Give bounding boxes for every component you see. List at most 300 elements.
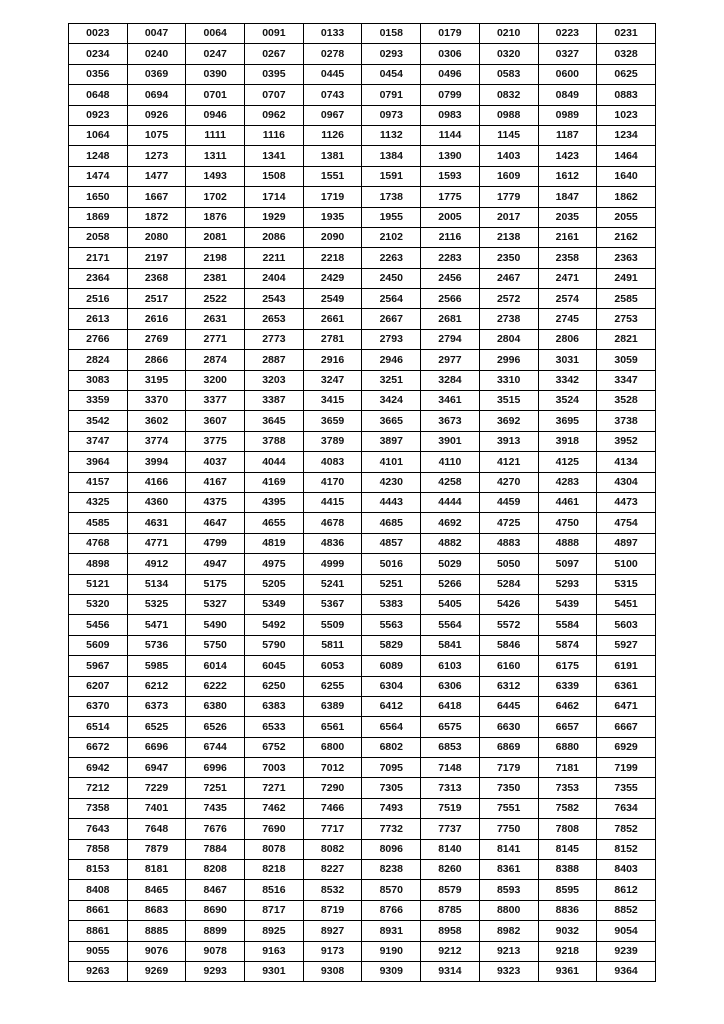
- table-cell: 5985: [127, 656, 186, 676]
- table-cell: 1234: [597, 125, 656, 145]
- table-cell: 4647: [186, 513, 245, 533]
- table-cell: 4304: [597, 472, 656, 492]
- table-cell: 7095: [362, 758, 421, 778]
- table-cell: 6514: [69, 717, 128, 737]
- table-row: [69, 554, 656, 574]
- table-cell: 9364: [597, 961, 656, 981]
- table-cell: 1640: [597, 166, 656, 186]
- table-cell: 4230: [362, 472, 421, 492]
- table-row: [69, 737, 656, 757]
- table-cell: 3528: [597, 391, 656, 411]
- table-cell: 6802: [362, 737, 421, 757]
- table-cell: 7858: [69, 839, 128, 859]
- table-cell: 0799: [421, 85, 480, 105]
- table-cell: 2804: [479, 329, 538, 349]
- table-cell: 4754: [597, 513, 656, 533]
- table-cell: 7737: [421, 819, 480, 839]
- table-cell: 0454: [362, 64, 421, 84]
- table-cell: 8465: [127, 880, 186, 900]
- table-cell: 1612: [538, 166, 597, 186]
- table-row: [69, 350, 656, 370]
- table-cell: 4461: [538, 492, 597, 512]
- table-cell: 4819: [245, 533, 304, 553]
- table-cell: 3901: [421, 431, 480, 451]
- table-cell: 6222: [186, 676, 245, 696]
- table-cell: 4037: [186, 452, 245, 472]
- table-cell: 9309: [362, 961, 421, 981]
- table-cell: 7179: [479, 758, 538, 778]
- table-cell: 5564: [421, 615, 480, 635]
- table-cell: 5492: [245, 615, 304, 635]
- table-cell: 7852: [597, 819, 656, 839]
- table-cell: 0240: [127, 44, 186, 64]
- table-cell: 9212: [421, 941, 480, 961]
- table-cell: 4283: [538, 472, 597, 492]
- table-cell: 6175: [538, 656, 597, 676]
- table-cell: 2086: [245, 227, 304, 247]
- table-cell: 9323: [479, 961, 538, 981]
- table-cell: 3083: [69, 370, 128, 390]
- table-cell: 7750: [479, 819, 538, 839]
- table-cell: 5266: [421, 574, 480, 594]
- table-cell: 8612: [597, 880, 656, 900]
- table-cell: 7879: [127, 839, 186, 859]
- table-cell: 8532: [303, 880, 362, 900]
- table-cell: 3342: [538, 370, 597, 390]
- table-cell: 5841: [421, 635, 480, 655]
- table-cell: 8467: [186, 880, 245, 900]
- table-row: [69, 961, 656, 981]
- table-cell: 2516: [69, 289, 128, 309]
- table-cell: 8927: [303, 921, 362, 941]
- table-cell: 6526: [186, 717, 245, 737]
- table-cell: 6212: [127, 676, 186, 696]
- table-cell: 9076: [127, 941, 186, 961]
- table-cell: 3913: [479, 431, 538, 451]
- table-cell: 1702: [186, 187, 245, 207]
- table-cell: 7012: [303, 758, 362, 778]
- table-cell: 3524: [538, 391, 597, 411]
- table-cell: 4167: [186, 472, 245, 492]
- table-cell: 7148: [421, 758, 480, 778]
- table-cell: 4999: [303, 554, 362, 574]
- table-row: [69, 431, 656, 451]
- table-cell: 0158: [362, 24, 421, 44]
- table-cell: 4882: [421, 533, 480, 553]
- table-row: [69, 85, 656, 105]
- table-cell: 0091: [245, 24, 304, 44]
- table-row: [69, 921, 656, 941]
- table-cell: 5811: [303, 635, 362, 655]
- table-cell: 9361: [538, 961, 597, 981]
- table-cell: 2005: [421, 207, 480, 227]
- table-cell: 2035: [538, 207, 597, 227]
- table-cell: 6853: [421, 737, 480, 757]
- table-cell: 0210: [479, 24, 538, 44]
- table-cell: 9269: [127, 961, 186, 981]
- table-cell: 4360: [127, 492, 186, 512]
- table-cell: 6672: [69, 737, 128, 757]
- table-cell: 7551: [479, 798, 538, 818]
- table-cell: 2667: [362, 309, 421, 329]
- table-cell: 5456: [69, 615, 128, 635]
- table-cell: 7466: [303, 798, 362, 818]
- table-cell: 4157: [69, 472, 128, 492]
- table-cell: 2631: [186, 309, 245, 329]
- table-cell: 0278: [303, 44, 362, 64]
- table-cell: 5315: [597, 574, 656, 594]
- table-cell: 5603: [597, 615, 656, 635]
- table-cell: 8152: [597, 839, 656, 859]
- table-cell: 1132: [362, 125, 421, 145]
- table-cell: 7808: [538, 819, 597, 839]
- table-cell: 3607: [186, 411, 245, 431]
- table-cell: 8153: [69, 860, 128, 880]
- table-row: [69, 207, 656, 227]
- table-cell: 2162: [597, 227, 656, 247]
- table-cell: 1403: [479, 146, 538, 166]
- table-cell: 2450: [362, 268, 421, 288]
- table-cell: 1464: [597, 146, 656, 166]
- table-cell: 0583: [479, 64, 538, 84]
- table-cell: 1650: [69, 187, 128, 207]
- table-cell: 8958: [421, 921, 480, 941]
- table-cell: 3195: [127, 370, 186, 390]
- table-row: [69, 227, 656, 247]
- table-cell: 1423: [538, 146, 597, 166]
- table-cell: 8683: [127, 900, 186, 920]
- table-cell: 0973: [362, 105, 421, 125]
- table-cell: 1384: [362, 146, 421, 166]
- table-cell: 0791: [362, 85, 421, 105]
- table-cell: 6533: [245, 717, 304, 737]
- table-cell: 6744: [186, 737, 245, 757]
- table-cell: 0247: [186, 44, 245, 64]
- table-cell: 2996: [479, 350, 538, 370]
- table-cell: 6339: [538, 676, 597, 696]
- table-cell: 6564: [362, 717, 421, 737]
- table-cell: 2821: [597, 329, 656, 349]
- table-cell: 8690: [186, 900, 245, 920]
- table-row: [69, 941, 656, 961]
- table-row: [69, 452, 656, 472]
- table-cell: 0445: [303, 64, 362, 84]
- table-cell: 4258: [421, 472, 480, 492]
- table-cell: 6383: [245, 696, 304, 716]
- table-cell: 4110: [421, 452, 480, 472]
- table-cell: 2613: [69, 309, 128, 329]
- table-cell: 4888: [538, 533, 597, 553]
- table-row: [69, 146, 656, 166]
- table-cell: 8595: [538, 880, 597, 900]
- table-cell: 5251: [362, 574, 421, 594]
- table-cell: 2771: [186, 329, 245, 349]
- table-cell: 0625: [597, 64, 656, 84]
- table-cell: 4685: [362, 513, 421, 533]
- table-cell: 2543: [245, 289, 304, 309]
- table-cell: 7353: [538, 778, 597, 798]
- table-cell: 3359: [69, 391, 128, 411]
- table-cell: 1126: [303, 125, 362, 145]
- table-cell: 0923: [69, 105, 128, 125]
- table-cell: 6412: [362, 696, 421, 716]
- table-cell: 7717: [303, 819, 362, 839]
- table-row: [69, 268, 656, 288]
- table-cell: 4750: [538, 513, 597, 533]
- table-cell: 2681: [421, 309, 480, 329]
- table-cell: 2769: [127, 329, 186, 349]
- table-cell: 7305: [362, 778, 421, 798]
- table-row: [69, 105, 656, 125]
- table-cell: 4655: [245, 513, 304, 533]
- table-cell: 4799: [186, 533, 245, 553]
- table-cell: 3377: [186, 391, 245, 411]
- table-cell: 3461: [421, 391, 480, 411]
- table-cell: 4169: [245, 472, 304, 492]
- table-row: [69, 411, 656, 431]
- table-cell: 4375: [186, 492, 245, 512]
- table-cell: 0133: [303, 24, 362, 44]
- table-cell: 5509: [303, 615, 362, 635]
- table-cell: 6014: [186, 656, 245, 676]
- table-cell: 4692: [421, 513, 480, 533]
- table-cell: 0983: [421, 105, 480, 125]
- table-cell: 4166: [127, 472, 186, 492]
- table-cell: 1075: [127, 125, 186, 145]
- table-cell: 8238: [362, 860, 421, 880]
- table-row: [69, 391, 656, 411]
- table-cell: 1719: [303, 187, 362, 207]
- table-cell: 1876: [186, 207, 245, 227]
- table-cell: 4125: [538, 452, 597, 472]
- table-row: [69, 656, 656, 676]
- table-cell: 0694: [127, 85, 186, 105]
- table-row: [69, 860, 656, 880]
- table-cell: 0967: [303, 105, 362, 125]
- table-cell: 8516: [245, 880, 304, 900]
- table-cell: 6089: [362, 656, 421, 676]
- table-cell: 9239: [597, 941, 656, 961]
- table-cell: 6045: [245, 656, 304, 676]
- table-cell: 3738: [597, 411, 656, 431]
- table-cell: 1847: [538, 187, 597, 207]
- table-cell: 5829: [362, 635, 421, 655]
- table-cell: 0320: [479, 44, 538, 64]
- table-cell: 2283: [421, 248, 480, 268]
- number-table: [68, 23, 656, 982]
- table-row: [69, 513, 656, 533]
- table-row: [69, 594, 656, 614]
- table-cell: 3031: [538, 350, 597, 370]
- table-cell: 9032: [538, 921, 597, 941]
- table-cell: 8717: [245, 900, 304, 920]
- table-cell: 6800: [303, 737, 362, 757]
- table-cell: 4771: [127, 533, 186, 553]
- table-cell: 2517: [127, 289, 186, 309]
- table-cell: 2564: [362, 289, 421, 309]
- table-row: [69, 819, 656, 839]
- table-cell: 3897: [362, 431, 421, 451]
- table-cell: 6207: [69, 676, 128, 696]
- table-cell: 2456: [421, 268, 480, 288]
- table-cell: 1862: [597, 187, 656, 207]
- table-cell: 7676: [186, 819, 245, 839]
- table-cell: 4415: [303, 492, 362, 512]
- table-cell: 4444: [421, 492, 480, 512]
- table-cell: 7401: [127, 798, 186, 818]
- table-cell: 4395: [245, 492, 304, 512]
- table-cell: 4083: [303, 452, 362, 472]
- table-cell: 6752: [245, 737, 304, 757]
- table-cell: 8766: [362, 900, 421, 920]
- table-cell: 3347: [597, 370, 656, 390]
- table-cell: 6929: [597, 737, 656, 757]
- table-cell: 6418: [421, 696, 480, 716]
- table-cell: 3387: [245, 391, 304, 411]
- table-cell: 0356: [69, 64, 128, 84]
- table-cell: 1273: [127, 146, 186, 166]
- table-cell: 5097: [538, 554, 597, 574]
- table-cell: 4897: [597, 533, 656, 553]
- table-cell: 4270: [479, 472, 538, 492]
- table-cell: 6306: [421, 676, 480, 696]
- table-cell: 2055: [597, 207, 656, 227]
- table-cell: 9218: [538, 941, 597, 961]
- table-cell: 3964: [69, 452, 128, 472]
- table-cell: 1477: [127, 166, 186, 186]
- table-cell: 5471: [127, 615, 186, 635]
- table-cell: 1064: [69, 125, 128, 145]
- table-cell: 5439: [538, 594, 597, 614]
- table-cell: 4768: [69, 533, 128, 553]
- table-cell: 1381: [303, 146, 362, 166]
- table-cell: 2549: [303, 289, 362, 309]
- table-cell: 9263: [69, 961, 128, 981]
- table-cell: 4443: [362, 492, 421, 512]
- table-cell: 6053: [303, 656, 362, 676]
- table-cell: 6471: [597, 696, 656, 716]
- table-cell: 1474: [69, 166, 128, 186]
- table-cell: 4325: [69, 492, 128, 512]
- table-cell: 9314: [421, 961, 480, 981]
- table-cell: 5016: [362, 554, 421, 574]
- table-cell: 5736: [127, 635, 186, 655]
- table-cell: 1116: [245, 125, 304, 145]
- table-cell: 5293: [538, 574, 597, 594]
- table-cell: 5584: [538, 615, 597, 635]
- table-cell: 5451: [597, 594, 656, 614]
- table-cell: 7251: [186, 778, 245, 798]
- table-cell: 5383: [362, 594, 421, 614]
- table-row: [69, 676, 656, 696]
- table-cell: 6445: [479, 696, 538, 716]
- table-cell: 5846: [479, 635, 538, 655]
- table-cell: 8899: [186, 921, 245, 941]
- table-cell: 4473: [597, 492, 656, 512]
- table-cell: 6947: [127, 758, 186, 778]
- table-cell: 3775: [186, 431, 245, 451]
- table-cell: 3284: [421, 370, 480, 390]
- number-table-body: [69, 24, 656, 982]
- table-cell: 1869: [69, 207, 128, 227]
- table-cell: 8785: [421, 900, 480, 920]
- table-cell: 5367: [303, 594, 362, 614]
- table-cell: 2946: [362, 350, 421, 370]
- table-cell: 5029: [421, 554, 480, 574]
- table-cell: 0701: [186, 85, 245, 105]
- table-cell: 2138: [479, 227, 538, 247]
- table-cell: 8661: [69, 900, 128, 920]
- table-cell: 9293: [186, 961, 245, 981]
- table-cell: 3774: [127, 431, 186, 451]
- table-row: [69, 329, 656, 349]
- table-cell: 0600: [538, 64, 597, 84]
- table-cell: 2773: [245, 329, 304, 349]
- table-cell: 3659: [303, 411, 362, 431]
- table-cell: 7199: [597, 758, 656, 778]
- table-cell: 7435: [186, 798, 245, 818]
- table-cell: 5405: [421, 594, 480, 614]
- table-cell: 3247: [303, 370, 362, 390]
- table-cell: 6696: [127, 737, 186, 757]
- table-cell: 5134: [127, 574, 186, 594]
- table-cell: 8227: [303, 860, 362, 880]
- table-cell: 2364: [69, 268, 128, 288]
- table-cell: 5327: [186, 594, 245, 614]
- table-cell: 2766: [69, 329, 128, 349]
- table-cell: 4857: [362, 533, 421, 553]
- table-cell: 0267: [245, 44, 304, 64]
- table-cell: 8925: [245, 921, 304, 941]
- table-row: [69, 187, 656, 207]
- table-cell: 4101: [362, 452, 421, 472]
- table-cell: 2745: [538, 309, 597, 329]
- table-cell: 7493: [362, 798, 421, 818]
- table-cell: 7648: [127, 819, 186, 839]
- table-cell: 1023: [597, 105, 656, 125]
- table-cell: 0231: [597, 24, 656, 44]
- table-cell: 6942: [69, 758, 128, 778]
- table-cell: 8078: [245, 839, 304, 859]
- table-cell: 3370: [127, 391, 186, 411]
- table-cell: 3310: [479, 370, 538, 390]
- table-cell: 2102: [362, 227, 421, 247]
- table-cell: 4898: [69, 554, 128, 574]
- table-cell: 7690: [245, 819, 304, 839]
- table-cell: 7519: [421, 798, 480, 818]
- table-cell: 1593: [421, 166, 480, 186]
- table-cell: 7290: [303, 778, 362, 798]
- table-cell: 0327: [538, 44, 597, 64]
- table-cell: 1551: [303, 166, 362, 186]
- table-row: [69, 24, 656, 44]
- table-cell: 5927: [597, 635, 656, 655]
- table-cell: 4459: [479, 492, 538, 512]
- table-cell: 2263: [362, 248, 421, 268]
- table-cell: 2887: [245, 350, 304, 370]
- table-cell: 8719: [303, 900, 362, 920]
- table-cell: 2866: [127, 350, 186, 370]
- table-row: [69, 125, 656, 145]
- table-cell: 0179: [421, 24, 480, 44]
- table-cell: 0849: [538, 85, 597, 105]
- table-cell: 2874: [186, 350, 245, 370]
- table-cell: 0962: [245, 105, 304, 125]
- table-cell: 2566: [421, 289, 480, 309]
- table-cell: 2171: [69, 248, 128, 268]
- table-row: [69, 166, 656, 186]
- table-cell: 0293: [362, 44, 421, 64]
